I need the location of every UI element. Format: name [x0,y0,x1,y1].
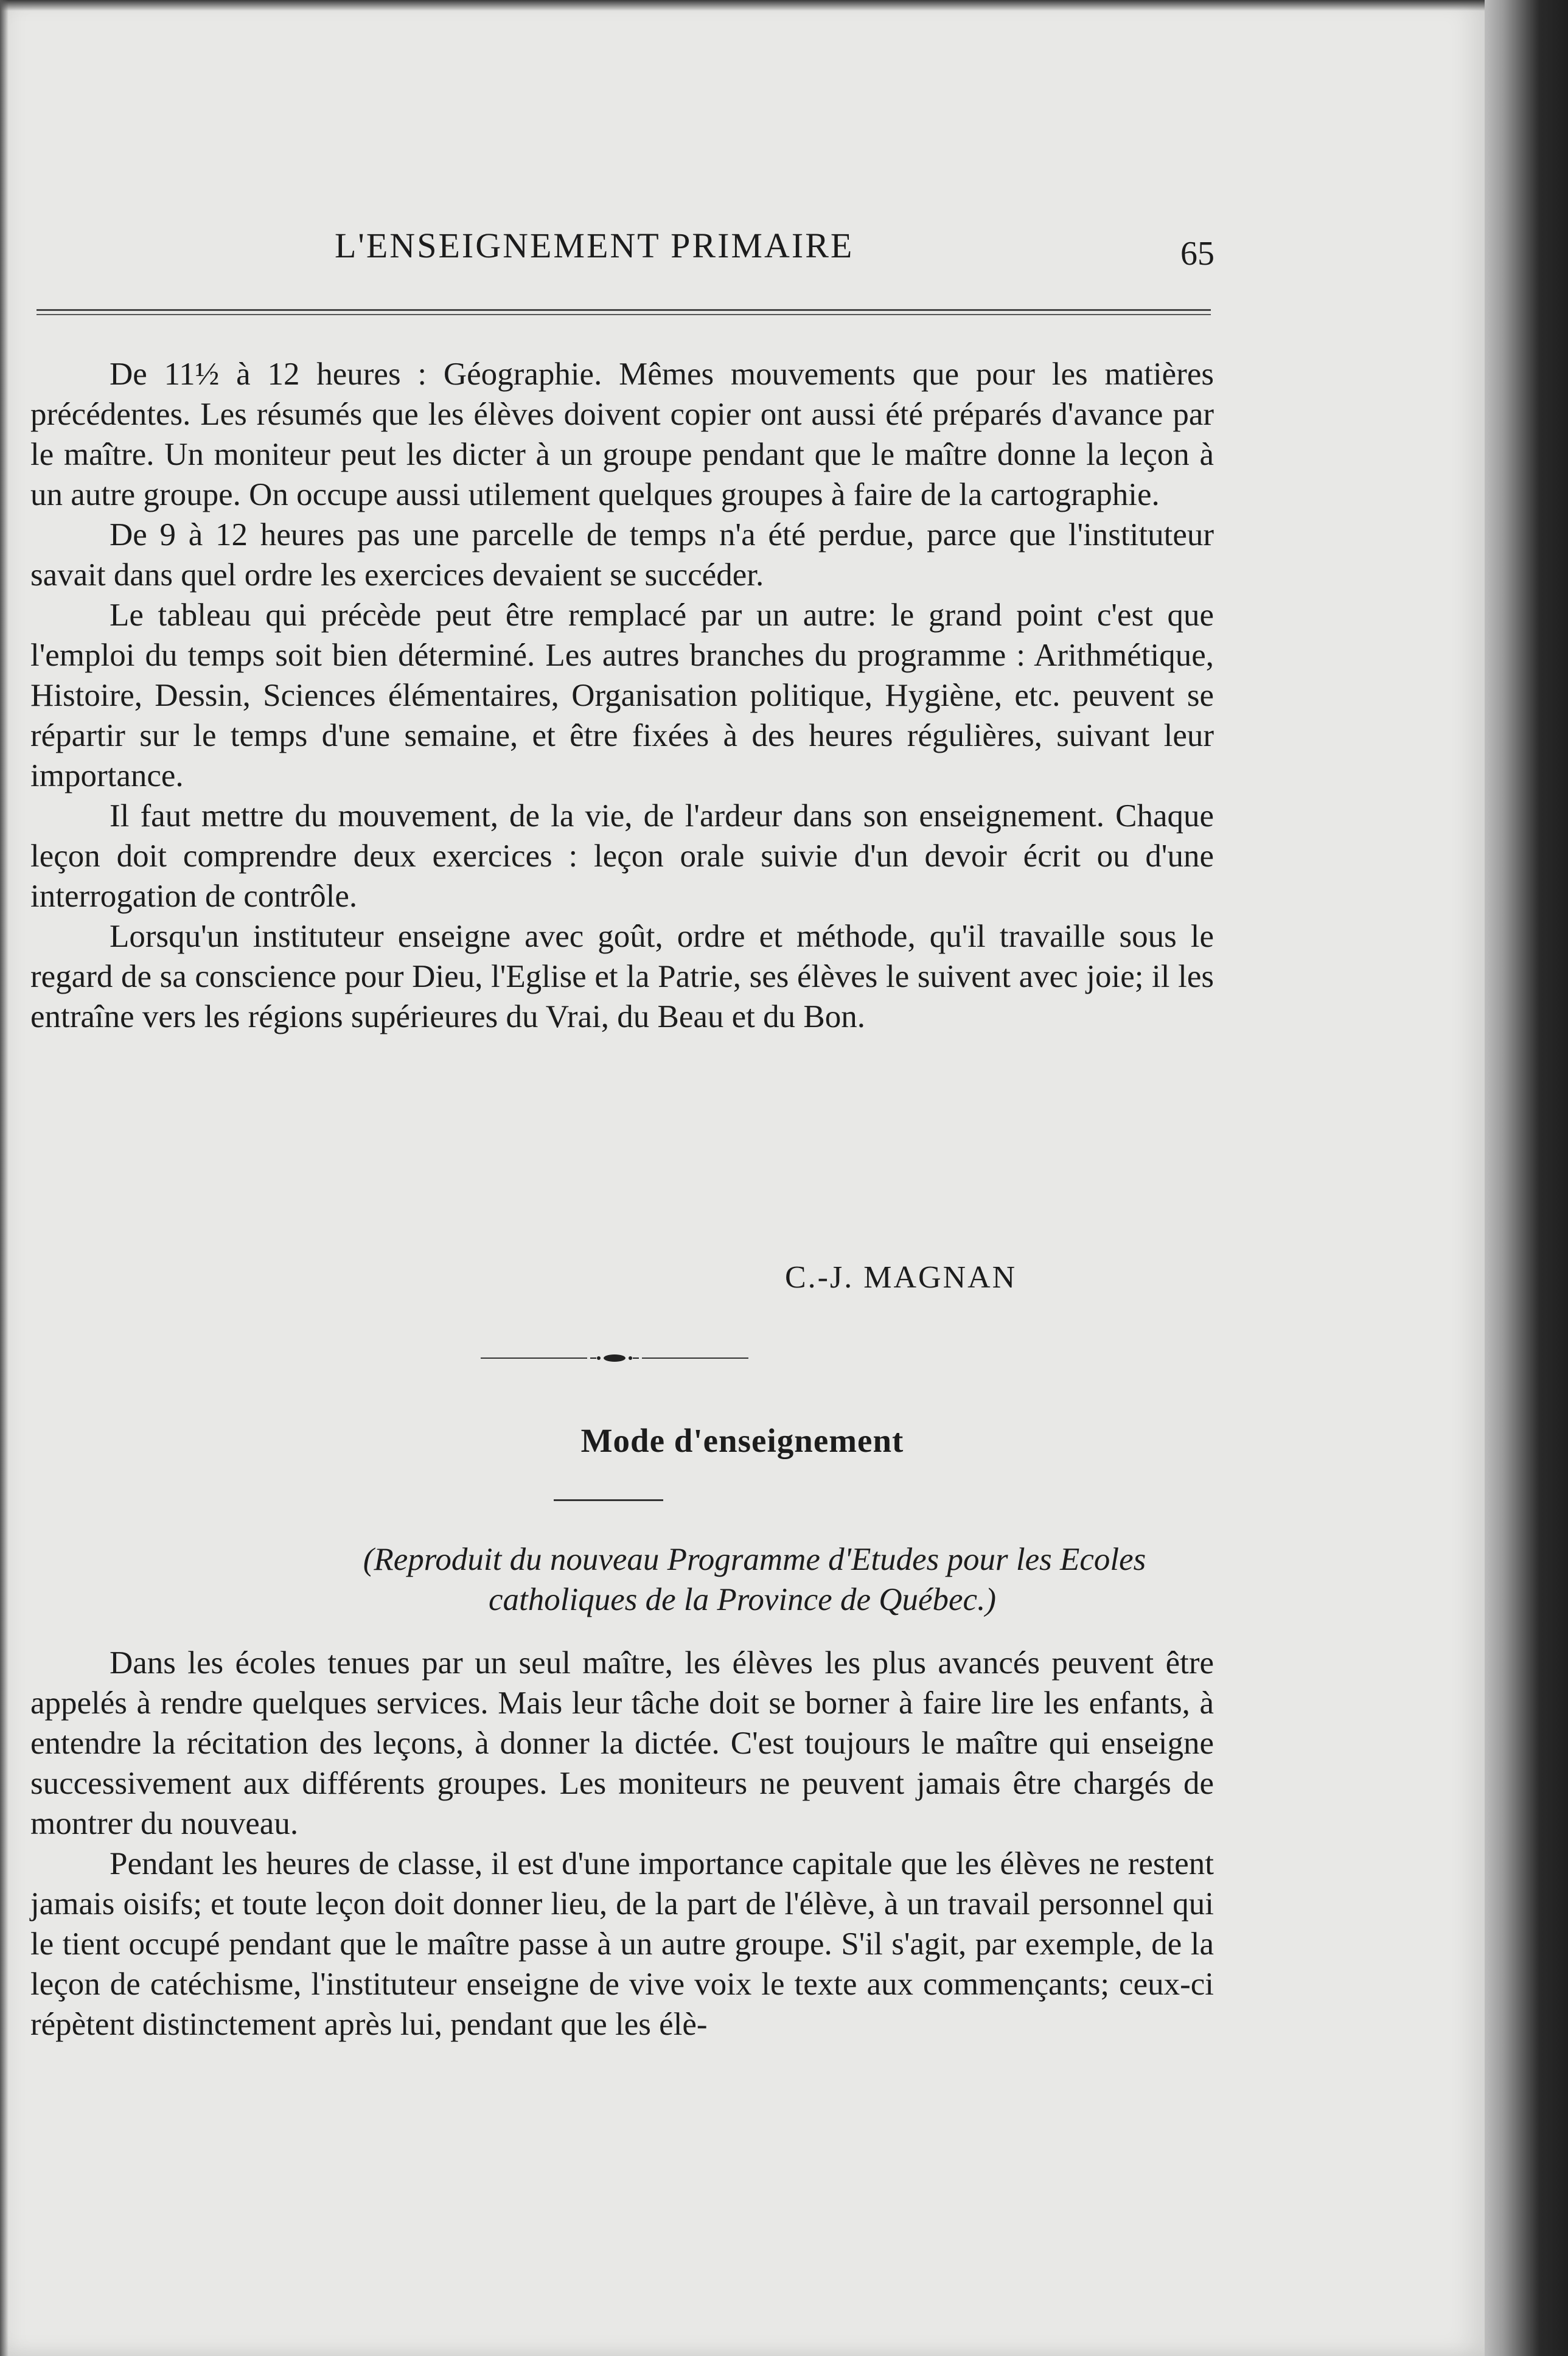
paragraph: Il faut mettre du mouvement, de la vie, de l'ardeur dans son enseignement. Chaque leçon doit comprendre deux exercices : leçon orale suivie d'un devoir écrit ou d'une interrogation de contrôle. [30,798,1214,914]
page-left-edge [0,0,9,2356]
section-title: Mode d'enseignement [580,1422,904,1459]
section-body [30,1643,1214,2044]
paragraph: Dans les écoles tenues par un seul maître, les élèves les plus avancés peuvent être appelés à rendre quelques services. Mais leur tâche doit se borner à faire lire les enfants, à entendre la récitation des leçons, à donner la dictée. C'est toujours le maître qui enseigne successivement aux différents groupes. Les moniteurs ne peuvent jamais être chargés de montrer du nouveau. [30,1645,1214,1841]
header-double-rule [37,309,1211,315]
source-note-line: catholiques de la Province de Québec.) [489,1582,996,1617]
source-note [0,1539,1485,1620]
article-body [30,354,1214,1037]
ornament-right-line [642,1357,748,1359]
running-title: L'ENSEIGNEMENT PRIMAIRE [335,226,854,265]
author-signature: C.-J. MAGNAN [785,1260,1017,1295]
paragraph: Pendant les heures de classe, il est d'une importance capitale que les élèves ne restent jamais oisifs; et toute leçon doit donner lieu, de la part de l'élève, à un travail personnel qui le tient occupé pendant que le maître passe à un autre groupe. S'il s'agit, par exemple, de la leçon de catéchisme, l'instituteur enseigne de vive voix le texte aux commençants; ceux-ci répètent distinctement après lui, pendant que les élè- [30,1846,1214,2042]
paragraph: De 11½ à 12 heures : Géographie. Mêmes mouvements que pour les matières précédentes. Les résumés que les élèves doivent copier ont aussi été préparés d'avance par le maître. Un moniteur peut les dicter à un groupe pendant que le maître donne la leçon à un autre groupe. On occupe aussi utilement quelques groupes à faire de la cartographie. [30,357,1214,512]
paragraph: Lorsqu'un instituteur enseigne avec goût, ordre et méthode, qu'il travaille sous le regard de sa conscience pour Dieu, l'Eglise et la Patrie, ses élèves le suivent avec joie; il les entraîne vers les régions supérieures du Vrai, du Beau et du Bon. [30,919,1214,1034]
section-ornament [481,1353,748,1363]
page-top-edge [0,0,1568,11]
ornament-center-icon [590,1353,639,1363]
ornament-left-line [481,1357,587,1359]
source-note-line: (Reproduit du nouveau Programme d'Etudes pour les Ecoles [363,1542,1146,1577]
page-number: 65 [1180,235,1214,273]
background-beyond-page [1485,0,1568,2356]
paragraph: Le tableau qui précède peut être remplacé par un autre: le grand point c'est que l'emploi du temps soit bien déterminé. Les autres branches du programme : Arithmétique, Histoire, Dessin, Sciences élémentaires, Organisation politique, Hygiène, etc. peuvent se répartir sur le temps d'une semaine, et être fixées à des heures régulières, suivant leur importance. [30,598,1214,793]
title-short-rule [554,1499,663,1501]
paragraph: De 9 à 12 heures pas une parcelle de temps n'a été perdue, parce que l'instituteur savait dans quel ordre les exercices devaient se succéder. [30,517,1214,593]
